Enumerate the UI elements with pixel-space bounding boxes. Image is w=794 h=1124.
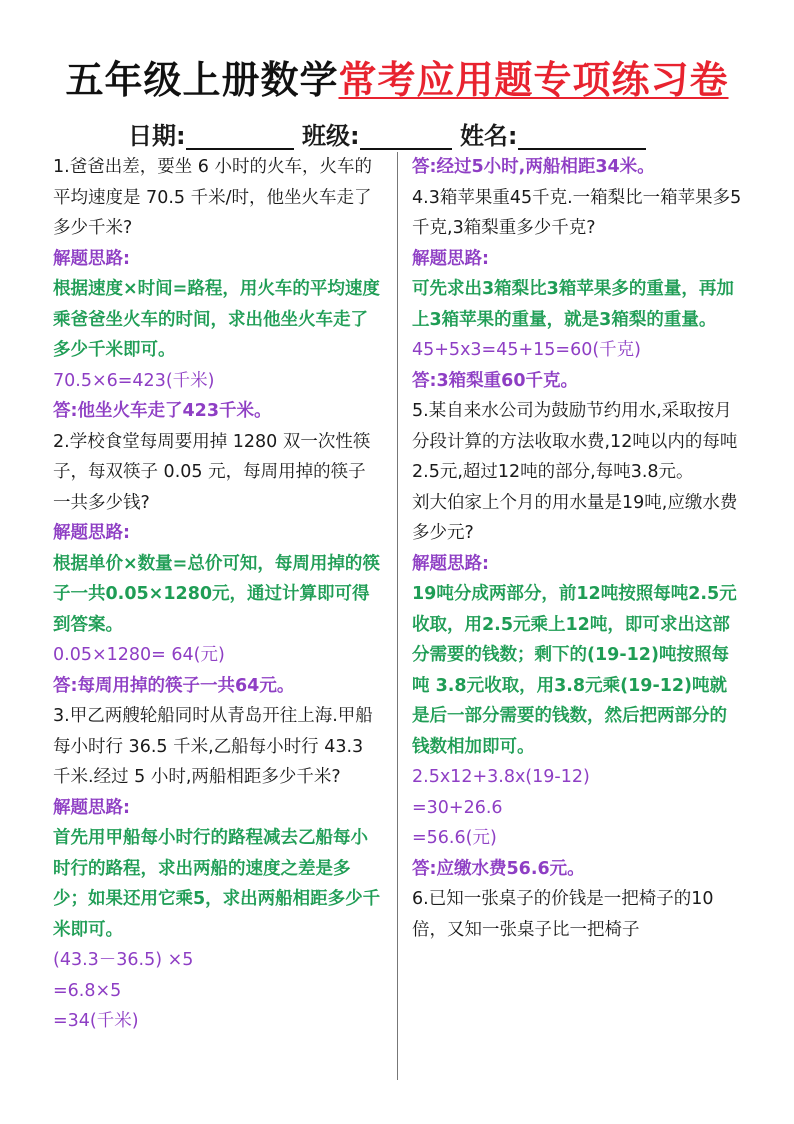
answer-line: 答:他坐火车走了423千米。 bbox=[53, 401, 272, 421]
calculation-line: =6.8×5 bbox=[53, 980, 122, 1001]
calculation-line: 2.5x12+3.8x(19-12) bbox=[412, 767, 590, 787]
calculation-line: (43.3－36.5) ×5 bbox=[53, 950, 194, 970]
question-6: 6.已知一张桌子的价钱是一把椅子的10倍，又知一张桌子比一把椅子 bbox=[412, 889, 714, 940]
question-4: 4.3箱苹果重45千克.一箱梨比一箱苹果多5千克,3箱梨重多少千克? bbox=[412, 187, 742, 238]
answer-line: 答:每周用掉的筷子一共64元。 bbox=[53, 675, 295, 696]
left-column bbox=[53, 152, 383, 1037]
name-label: 姓名: bbox=[459, 122, 518, 150]
hint-label: 解题思路: bbox=[53, 797, 130, 818]
solution-explanation: 可先求出3箱梨比3箱苹果多的重量，再加上3箱苹果的重量，就是3箱梨的重量。 bbox=[412, 279, 734, 330]
hint-label: 解题思路: bbox=[412, 248, 489, 269]
solution-explanation: 根据速度×时间=路程，用火车的平均速度乘爸爸坐火车的时间，求出他坐火车走了多少千米即可。 bbox=[53, 279, 380, 360]
info-line bbox=[128, 116, 646, 156]
title-highlight: 常考应用题专项练习卷 bbox=[338, 58, 729, 102]
class-field[interactable] bbox=[360, 126, 452, 150]
solution-explanation: 19吨分成两部分，前12吨按照每吨2.5元收取，用2.5元乘上12吨，即可求出这部分需要的钱数；剩下的(19-12)吨按照每吨 3.8元收取，用3.8元乘(19-12)吨就是后一部分需要的钱数，然后把两部分的钱数相加即可。 bbox=[412, 584, 737, 757]
class-label: 班级: bbox=[301, 122, 360, 150]
answer-line: 答:经过5小时,两船相距34米。 bbox=[412, 157, 655, 177]
title-main: 五年级上册数学 bbox=[65, 58, 339, 102]
question-5-ask: 刘大伯家上个月的用水量是19吨,应缴水费多少元? bbox=[412, 492, 738, 543]
column-divider bbox=[397, 152, 398, 1080]
calculation-line: 70.5×6=423(千米) bbox=[53, 370, 215, 391]
calculation-line: 0.05×1280= 64(元) bbox=[53, 645, 225, 665]
calculation-line: =34(千米) bbox=[53, 1011, 139, 1031]
question-1: 1.爸爸出差，要坐 6 小时的火车，火车的平均速度是 70.5 千米/时，他坐火车走了多少千米? bbox=[53, 157, 372, 238]
right-column bbox=[412, 152, 742, 945]
name-field[interactable] bbox=[518, 126, 646, 150]
solution-explanation: 根据单价×数量=总价可知，每周用掉的筷子一共0.05×1280元，通过计算即可得到答案。 bbox=[53, 553, 380, 635]
calculation-line: 45+5x3=45+15=60(千克) bbox=[412, 340, 642, 360]
question-2: 2.学校食堂每周要用掉 1280 双一次性筷子，每双筷子 0.05 元，每周用掉的筷子一共多少钱? bbox=[53, 431, 371, 513]
question-3: 3.甲乙两艘轮船同时从青岛开往上海.甲船每小时行 36.5 千米,乙船每小时行 43.3 千米.经过 5 小时,两船相距多少千米? bbox=[53, 706, 373, 787]
date-label: 日期: bbox=[128, 122, 186, 150]
question-5: 5.某自来水公司为鼓励节约用水,采取按月分段计算的方法收取水费,12吨以内的每吨2.5元,超过12吨的部分,每吨3.8元。 bbox=[412, 401, 738, 482]
page-title bbox=[0, 50, 794, 110]
hint-label: 解题思路: bbox=[412, 553, 489, 574]
hint-label: 解题思路: bbox=[53, 248, 130, 269]
calculation-line: =56.6(元) bbox=[412, 828, 497, 848]
answer-line: 答:3箱梨重60千克。 bbox=[412, 370, 579, 391]
date-field[interactable] bbox=[186, 126, 294, 150]
hint-label: 解题思路: bbox=[53, 523, 130, 543]
solution-explanation: 首先用甲船每小时行的路程减去乙船每小时行的路程，求出两船的速度之差是多少；如果还用它乘5，求出两船相距多少千米即可。 bbox=[53, 828, 381, 940]
answer-line: 答:应缴水费56.6元。 bbox=[412, 858, 585, 879]
calculation-line: =30+26.6 bbox=[412, 797, 503, 818]
